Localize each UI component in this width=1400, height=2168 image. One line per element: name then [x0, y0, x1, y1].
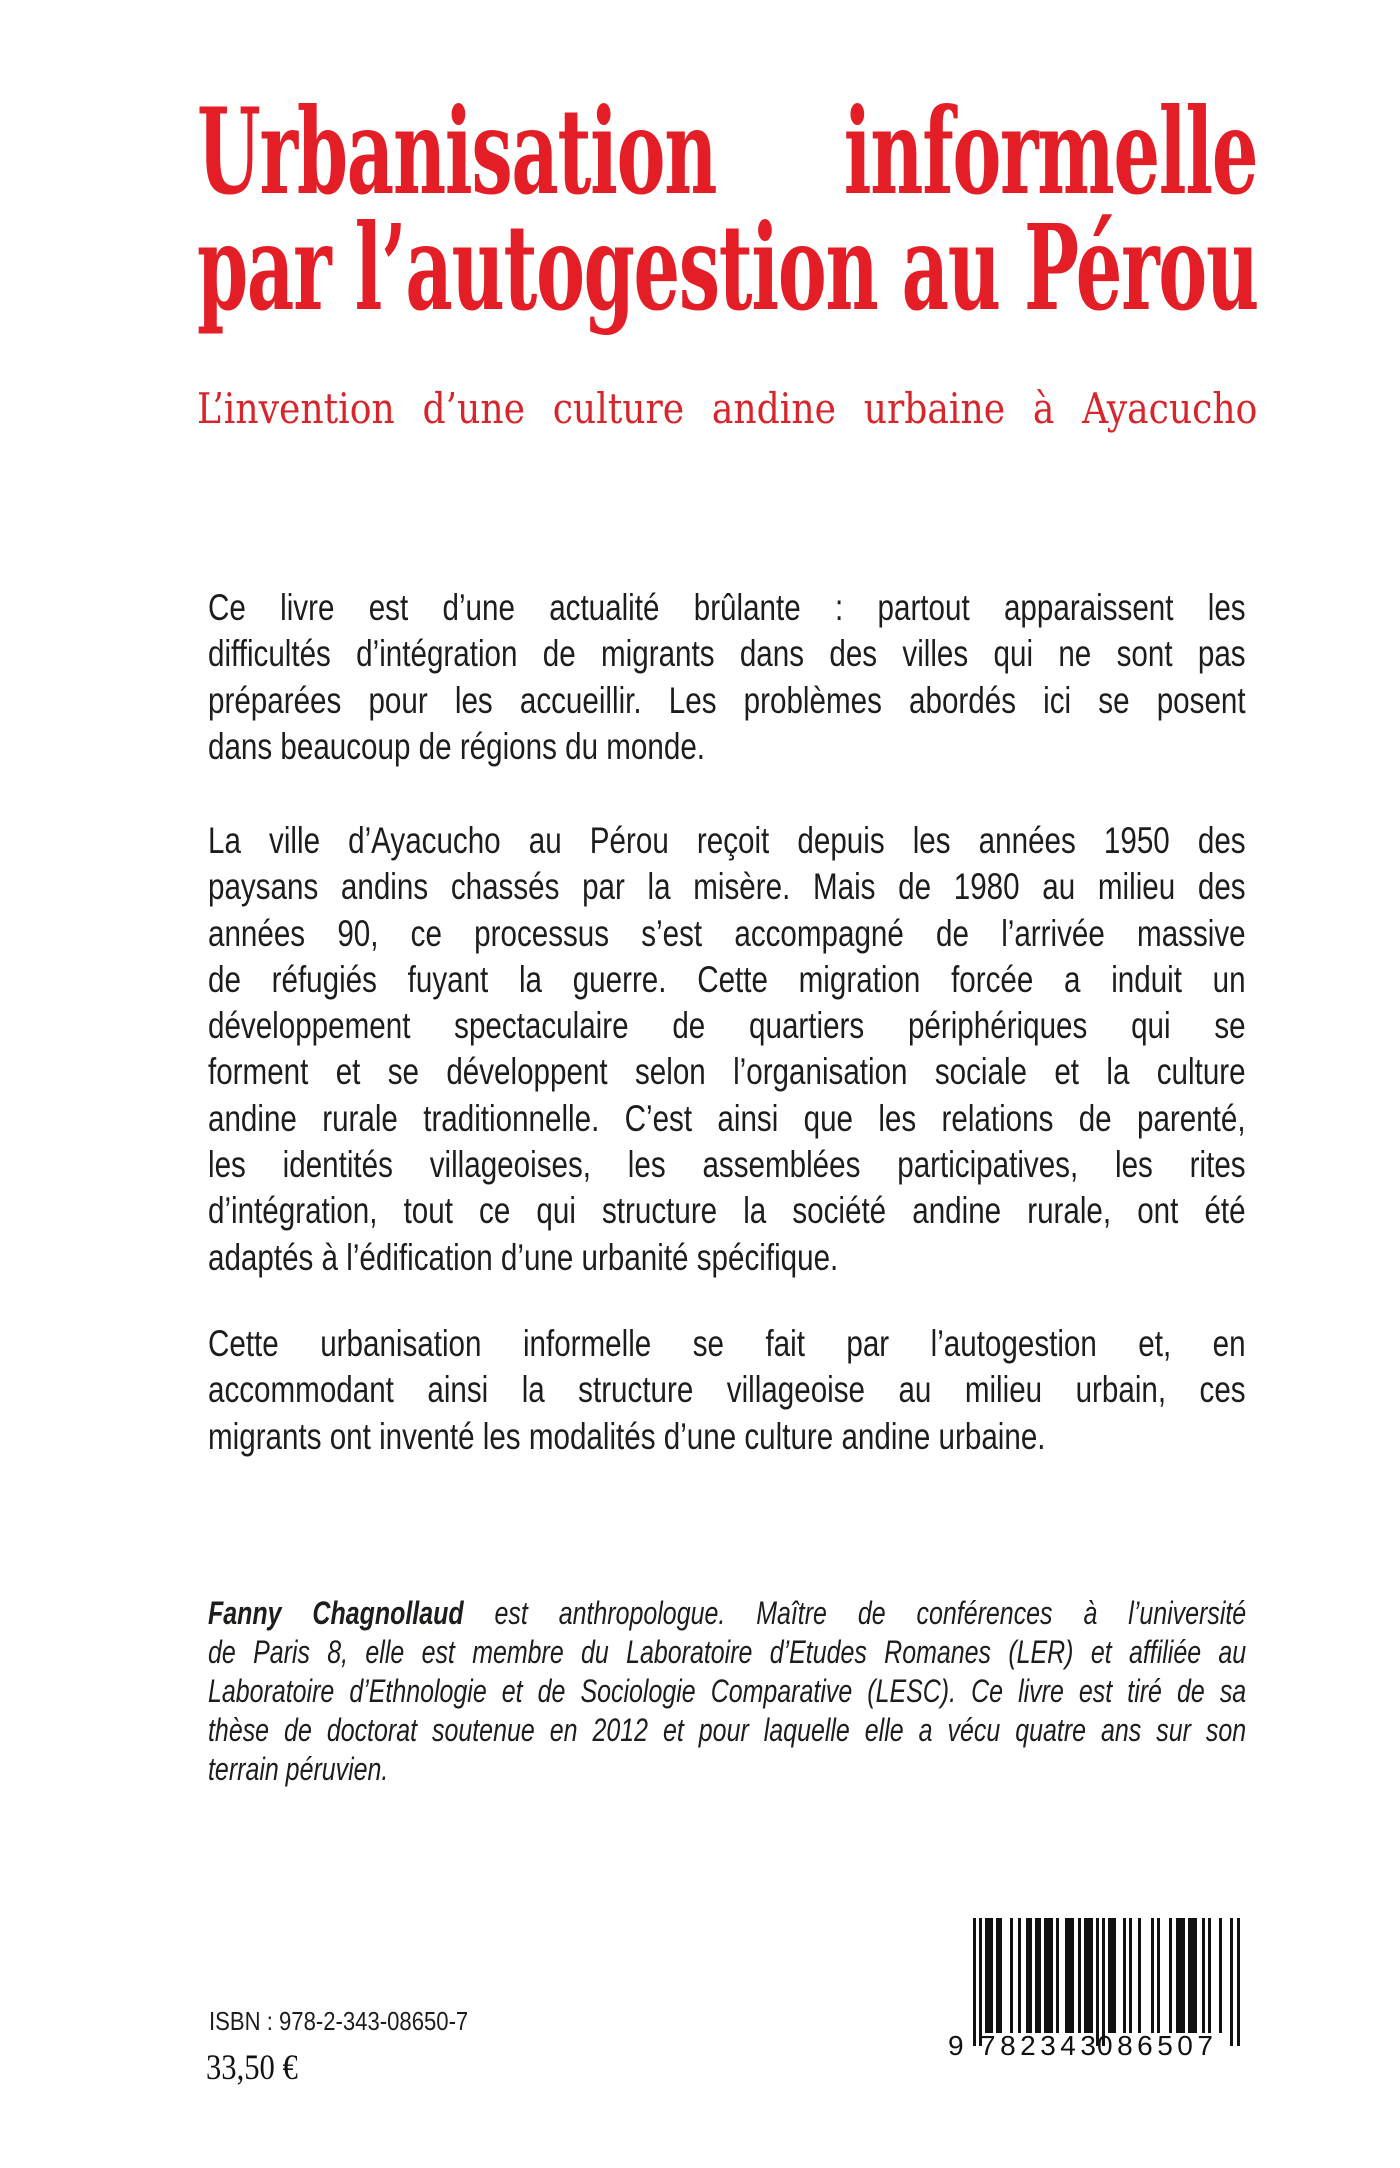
author-name: Fanny Chagnollaud — [208, 1595, 464, 1631]
paragraph-line: Cette urbanisation informelle se fait par l’autogestion et, en — [208, 1323, 1246, 1364]
barcode-first-digit: 9 — [948, 2030, 964, 2061]
paragraph-line: de réfugiés fuyant la guerre. Cette migration forcée a induit un — [208, 958, 1246, 1000]
barcode-left-group: 782343 — [980, 2030, 1101, 2061]
paragraph-line: Ce livre est d’une actualité brûlante : partout apparaissent les — [208, 587, 1246, 628]
paragraph-line: développement spectaculaire de quartiers périphériques qui se — [208, 1005, 1246, 1047]
paragraph-line: difficultés d’intégration de migrants dans des villes qui ne sont pas — [208, 633, 1246, 675]
barcode-digits — [940, 2030, 1260, 2060]
barcode-right-group: 086507 — [1097, 2030, 1218, 2061]
paragraph-1 — [208, 585, 1246, 770]
paragraph-2 — [208, 818, 1246, 1281]
paragraph-line: accommodant ainsi la structure villageoise au milieu urbain, ces — [208, 1369, 1246, 1411]
paragraph-line: les identités villageoises, les assemblées participatives, les rites — [208, 1144, 1246, 1186]
paragraph-line: paysans andins chassés par la misère. Mais de 1980 au milieu des — [208, 866, 1246, 908]
paragraph-line: adaptés à l’édification d’une urbanité spécifique. — [208, 1236, 839, 1278]
price-label: 33,50 € — [206, 2047, 298, 2087]
subtitle — [197, 383, 1257, 435]
bio-line: Laboratoire d’Ethnologie et de Sociologie Comparative (LESC). Ce livre est tiré de sa — [208, 1673, 1247, 1709]
paragraph-line: forment et se développent selon l’organisation sociale et la culture — [208, 1051, 1246, 1093]
isbn-label: ISBN : 978-2-343-08650-7 — [209, 2006, 469, 2036]
bio-line: thèse de doctorat soutenue en 2012 et pour laquelle elle a vécu quatre ans sur son — [208, 1712, 1247, 1748]
bio-line: de Paris 8, elle est membre du Laboratoire d’Etudes Romanes (LER) et affiliée au — [208, 1634, 1247, 1670]
barcode-bars-icon — [940, 1910, 1260, 2050]
subtitle-text: L’invention d’une culture andine urbaine à Ayacucho — [197, 384, 1258, 433]
paragraph-line: préparées pour les accueillir. Les problèmes abordés ici se posent — [208, 679, 1246, 721]
bio-line: terrain péruvien. — [208, 1751, 389, 1787]
paragraph-3 — [208, 1321, 1246, 1460]
title-line-2-text: par l’autogestion au Pérou — [197, 198, 1258, 337]
paragraph-line: andine rurale traditionnelle. C’est ainsi que les relations de parenté, — [208, 1097, 1246, 1139]
paragraph-line: d’intégration, tout ce qui structure la société andine rurale, ont été — [208, 1190, 1246, 1232]
author-bio — [208, 1594, 1246, 1789]
barcode — [940, 1910, 1260, 2070]
bio-first-line — [208, 1594, 1246, 1633]
paragraph-line: années 90, ce processus s’est accompagné de l’arrivée massive — [208, 912, 1246, 954]
bio-first-line-rest: est anthropologue. Maître de conférences à l’université — [463, 1595, 1247, 1631]
title-line-2 — [197, 198, 1258, 337]
paragraph-line: La ville d’Ayacucho au Pérou reçoit depuis les années 1950 des — [208, 820, 1246, 861]
title-line-1 — [197, 82, 1258, 221]
paragraph-line: dans beaucoup de régions du monde. — [208, 725, 705, 767]
paragraph-line: migrants ont inventé les modalités d’une culture andine urbaine. — [208, 1415, 1046, 1457]
title-line-1-text: Urbanisation informelle — [197, 82, 1258, 221]
